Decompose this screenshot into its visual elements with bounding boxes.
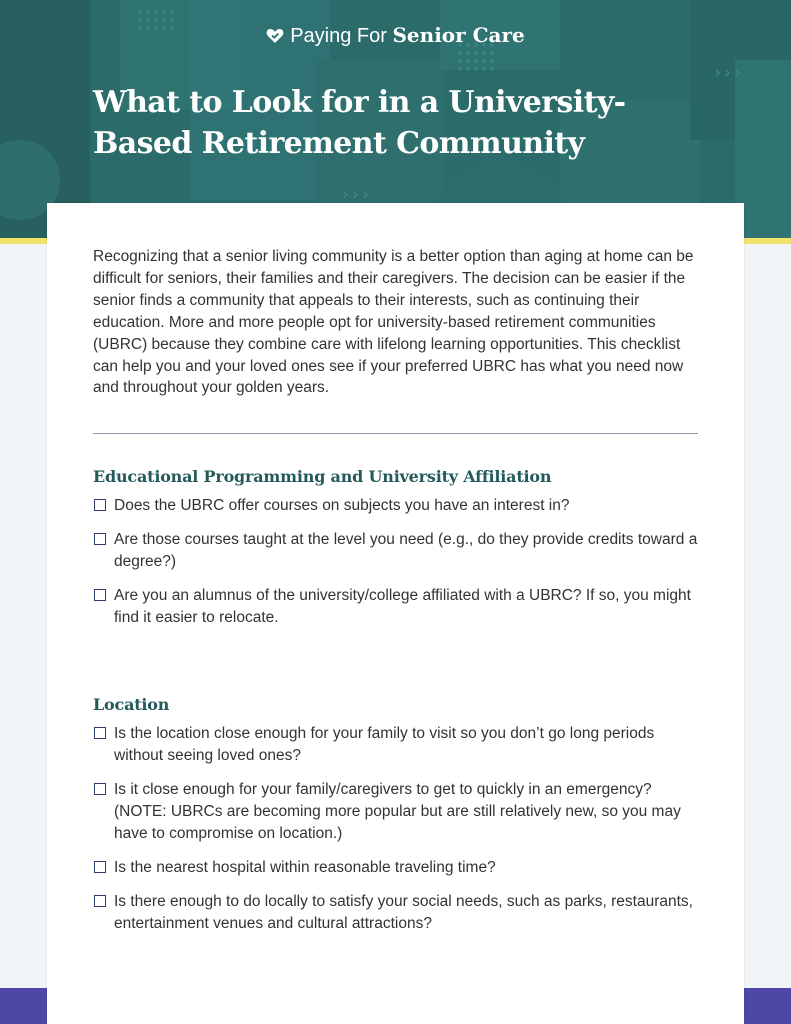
checklist-item-text: Is the nearest hospital within reasonable traveling time? — [114, 859, 496, 876]
checklist-item-text: Is the location close enough for your family to visit so you don’t go long periods without seeing loved ones? — [114, 725, 655, 764]
content-card — [47, 203, 744, 1024]
checklist-item-text: Does the UBRC offer courses on subjects you have an interest in? — [114, 497, 570, 514]
checklist-item-text: Is there enough to do locally to satisfy your social needs, such as parks, restaurants, entertainment venues and cultural attractions? — [114, 893, 693, 932]
intro-paragraph: Recognizing that a senior living community is a better option than aging at home can be difficult for seniors, their families and their caregivers. The decision can be easier if the senior finds a community that appeals to their interests, such as continuing their education. More and more people opt for university-based retirement communities (UBRC) because they combine care with lifelong learning opportunities. This checklist can help you and your loved ones see if your preferred UBRC has what you need now and throughout your golden years. — [93, 248, 694, 397]
checklist-item-text: Is it close enough for your family/caregivers to get to quickly in an emergency? (NOTE: UBRCs are becoming more popular but are still relatively new, so you may have to compromise on location.) — [114, 781, 681, 842]
checkbox[interactable] — [94, 499, 106, 511]
checkbox[interactable] — [94, 533, 106, 545]
brand-logo[interactable] — [0, 22, 791, 51]
checkbox[interactable] — [94, 861, 106, 873]
section-heading-location: Location — [93, 695, 170, 714]
section-heading-education: Educational Programming and University Affiliation — [93, 467, 552, 486]
section-divider — [93, 433, 698, 434]
checklist-item-text: Are those courses taught at the level you need (e.g., do they provide credits toward a degree?) — [114, 531, 698, 570]
checkbox[interactable] — [94, 727, 106, 739]
brand-name-light: Paying For — [290, 25, 387, 47]
checkbox[interactable] — [94, 589, 106, 601]
page-title: What to Look for in a University-Based Retirement Community — [93, 85, 626, 161]
heart-icon — [266, 25, 284, 51]
brand-name-bold: Senior Care — [392, 23, 525, 47]
checkbox[interactable] — [94, 895, 106, 907]
checklist-item-text: Are you an alumnus of the university/college affiliated with a UBRC? If so, you might find it easier to relocate. — [114, 587, 691, 626]
checkbox[interactable] — [94, 783, 106, 795]
